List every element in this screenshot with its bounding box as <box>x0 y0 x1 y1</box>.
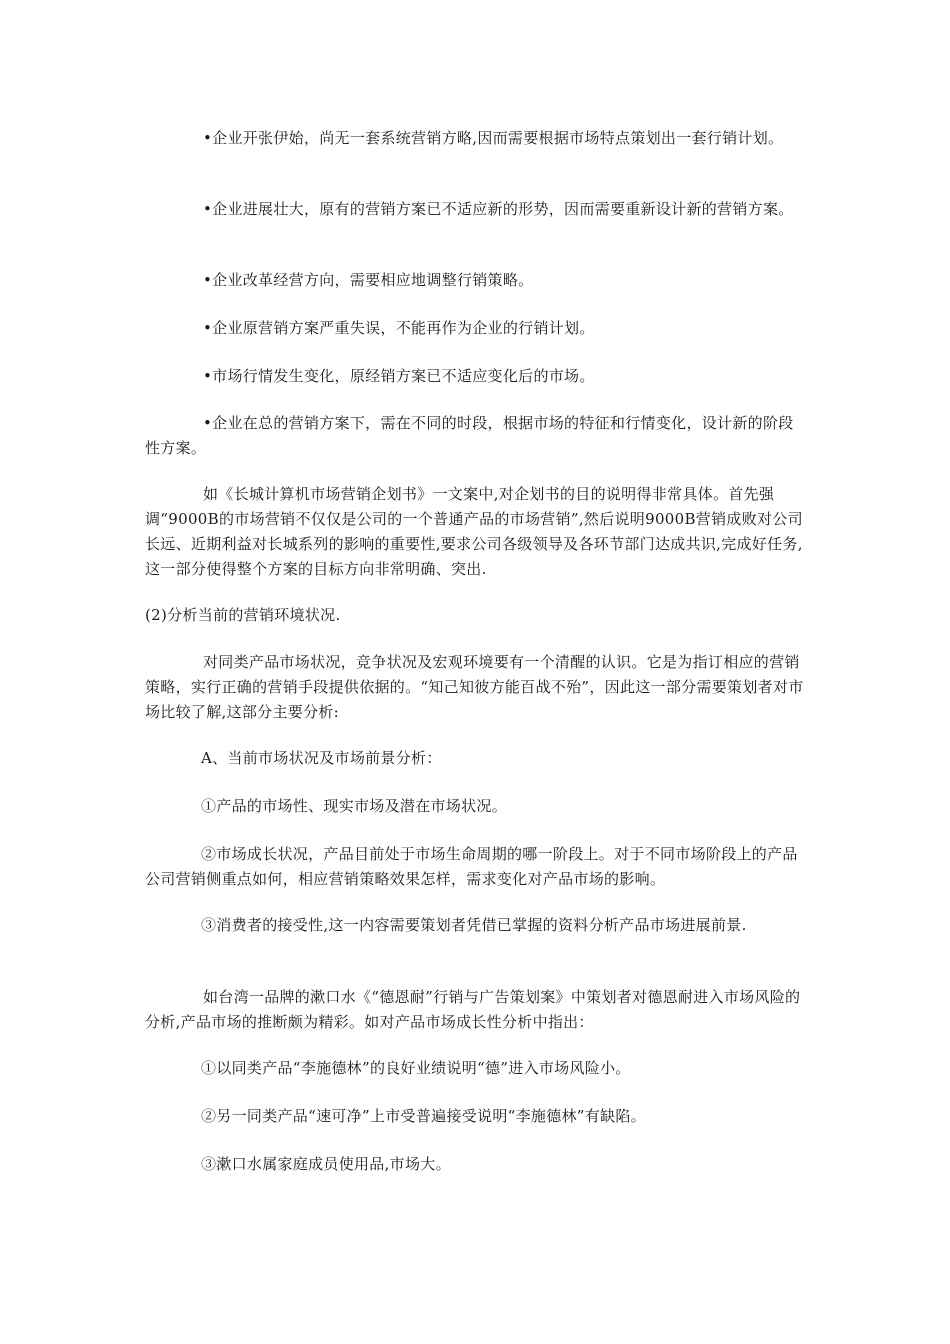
analysis-intro-paragraph: 对同类产品市场状况，竞争状况及宏观环境要有一个清醒的认识。它是为指订相应的营销策略，实行正确的营销手段提供依据的。“知己知彼方能百战不殆”，因此这一部分需要策划者对市场比较了解,这部分主要分析: <box>145 653 804 721</box>
example-item-3: ③漱口水属家庭成员使用品,市场大。 <box>201 1155 451 1173</box>
section-heading-2: (2)分析当前的营销环境状况. <box>145 606 341 624</box>
bullet-paragraph-1: •企业开张伊始，尚无一套系统营销方略,因而需要根据市场特点策划出一套行销计划。 <box>203 129 784 147</box>
bullet-paragraph-2: •企业进展壮大，原有的营销方案已不适应新的形势，因而需要重新设计新的营销方案。 <box>203 200 794 218</box>
bullet-paragraph-4: •企业原营销方案严重失误，不能再作为企业的行销计划。 <box>203 319 595 337</box>
example-paragraph-mouthwash: 如台湾一品牌的漱口水《“德恩耐”行销与广告策划案》中策划者对德恩耐进入市场风险的分析,产品市场的推断颇为精彩。如对产品市场成长性分析中指出： <box>145 988 801 1031</box>
numbered-item-3: ③消费者的接受性,这一内容需要策划者凭借已掌握的资料分析产品市场进展前景. <box>201 916 747 934</box>
numbered-item-2: ②市场成长状况，产品目前处于市场生命周期的哪一阶段上。对于不同市场阶段上的产品公司营销侧重点如何，相应营销策略效果怎样，需求变化对产品市场的影响。 <box>145 845 798 888</box>
bullet-paragraph-6: •企业在总的营销方案下，需在不同的时段，根据市场的特征和行情变化，设计新的阶段性方案。 <box>145 414 794 457</box>
numbered-item-1: ①产品的市场性、现实市场及潜在市场状况。 <box>201 797 508 815</box>
bullet-paragraph-3: •企业改革经营方向，需要相应地调整行销策略。 <box>203 271 534 289</box>
subheading-a: A、当前市场状况及市场前景分析： <box>201 749 442 767</box>
bullet-paragraph-5: •市场行情发生变化，原经销方案已不适应变化后的市场。 <box>203 367 595 385</box>
example-item-2: ②另一同类产品“速可净”上市受普遍接受说明“李施德林”有缺陷。 <box>201 1107 646 1125</box>
example-item-1: ①以同类产品“李施德林”的良好业绩说明“德”进入市场风险小。 <box>201 1059 631 1077</box>
example-paragraph-great-wall: 如《长城计算机市场营销企划书》一文案中,对企划书的目的说明得非常具体。首先强调“9000B的市场营销不仅仅是公司的一个普通产品的市场营销”,然后说明9000B营销成败对公司长远、近期利益对长城系列的影响的重要性,要求公司各级领导及各环节部门达成共识,完成好任务,这一部分使得整个方案的目标方向非常明确、突出. <box>145 485 803 578</box>
